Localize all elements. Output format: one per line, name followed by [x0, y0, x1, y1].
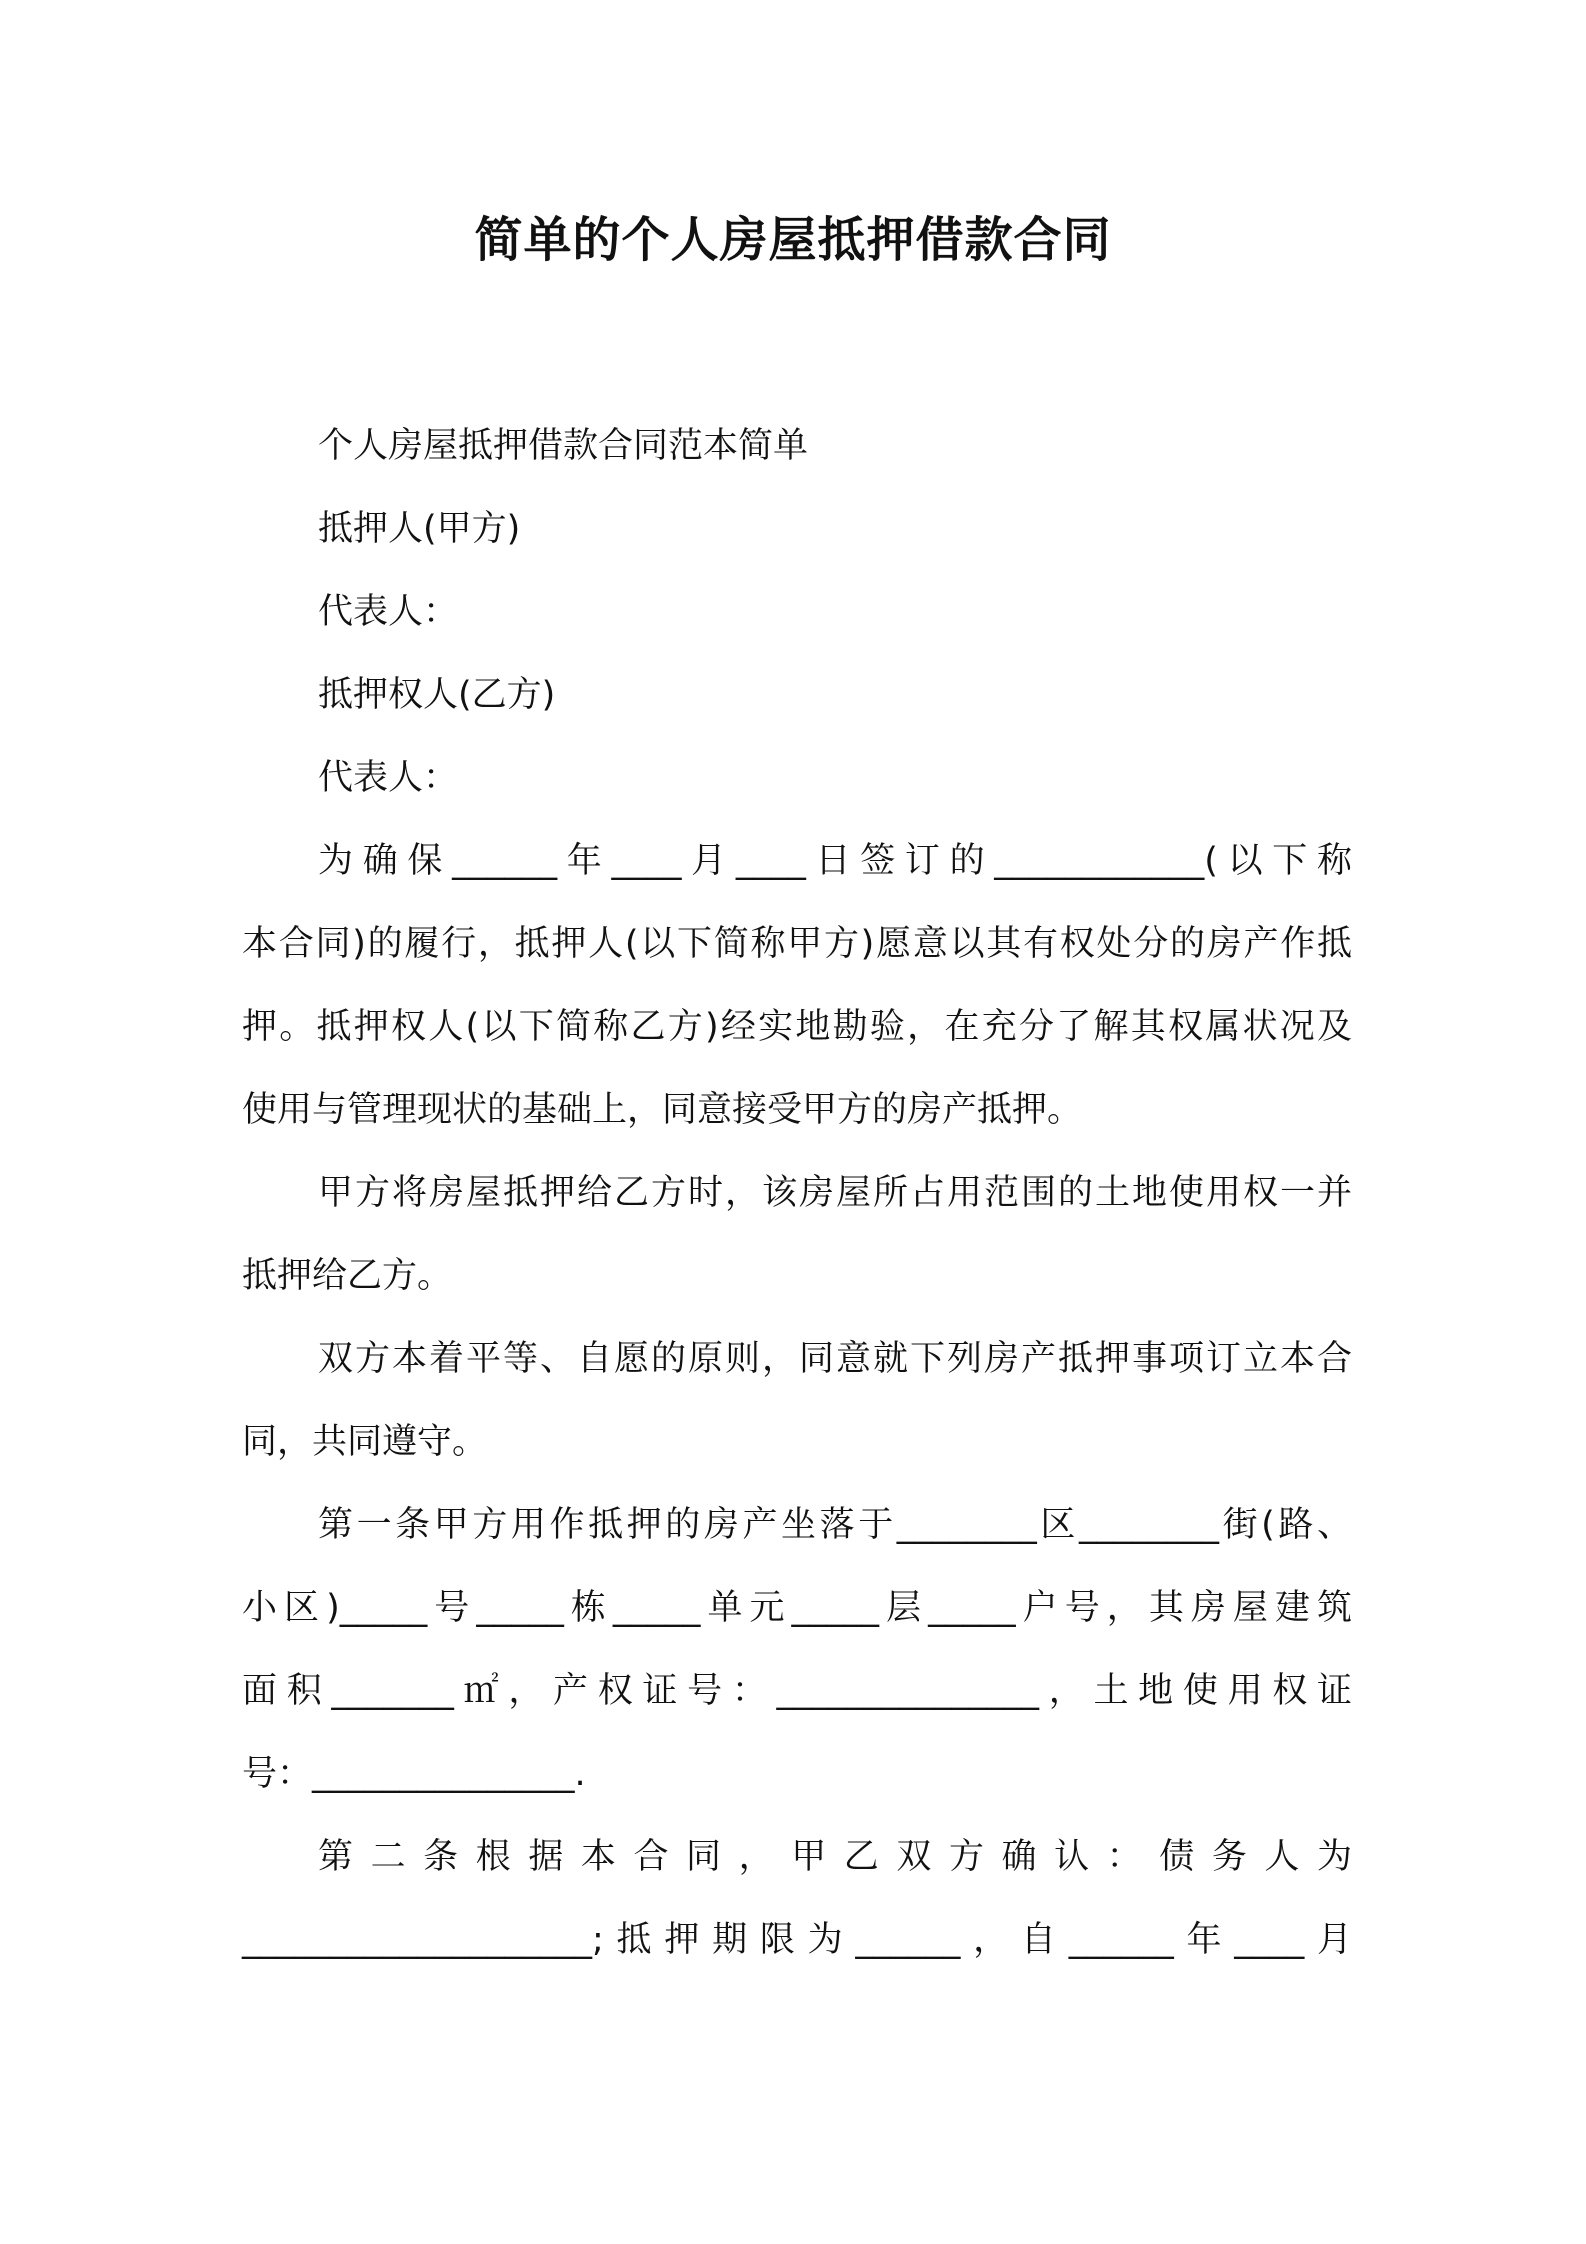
representative-line-a: 代表人： [318, 592, 459, 632]
paragraph-principle [242, 1318, 1352, 1484]
paragraph-line: 面积_______㎡，产权证号：_______________，土地使用权证 [242, 1671, 1352, 1711]
paragraph-line: 号：_______________. [242, 1754, 586, 1794]
paragraph-line: 为确保______年____月____日签订的____________(以下称 [318, 841, 1352, 881]
paragraph-purpose [242, 820, 1352, 1152]
document-body [242, 405, 1352, 1982]
paragraph-line: 甲方将房屋抵押给乙方时，该房屋所占用范围的土地使用权一并 [318, 1173, 1352, 1213]
paragraph-line: 抵押给乙方。 [242, 1256, 453, 1296]
paragraph-line: 同，共同遵守。 [242, 1422, 488, 1462]
article-one [242, 1484, 1352, 1816]
paragraph-line: 双方本着平等、自愿的原则，同意就下列房产抵押事项订立本合 [318, 1339, 1352, 1379]
paragraph-land-use [242, 1152, 1352, 1318]
paragraph-line: 第二条根据本合同，甲乙双方确认：债务人为 [318, 1837, 1352, 1877]
paragraph-line: 本合同)的履行，抵押人(以下简称甲方)愿意以其有权处分的房产作抵 [242, 924, 1352, 964]
document-title: 简单的个人房屋抵押借款合同 [474, 212, 1112, 268]
paragraph-line: ____________________;抵押期限为______，自______年____月 [242, 1920, 1352, 1960]
mortgagee-line: 抵押权人(乙方) [318, 675, 556, 715]
paragraph-line: 第一条甲方用作抵押的房产坐落于________区________街(路、 [318, 1505, 1352, 1545]
paragraph-line: 押。抵押权人(以下简称乙方)经实地勘验，在充分了解其权属状况及 [242, 1007, 1352, 1047]
article-two [242, 1816, 1352, 1982]
mortgagor-line: 抵押人(甲方) [318, 509, 521, 549]
subtitle-line: 个人房屋抵押借款合同范本简单 [318, 426, 809, 466]
paragraph-line: 使用与管理现状的基础上，同意接受甲方的房产抵押。 [242, 1090, 1083, 1130]
representative-line-b: 代表人： [318, 758, 459, 798]
paragraph-line: 小区)_____号_____栋_____单元_____层_____户号，其房屋建筑 [242, 1588, 1352, 1628]
